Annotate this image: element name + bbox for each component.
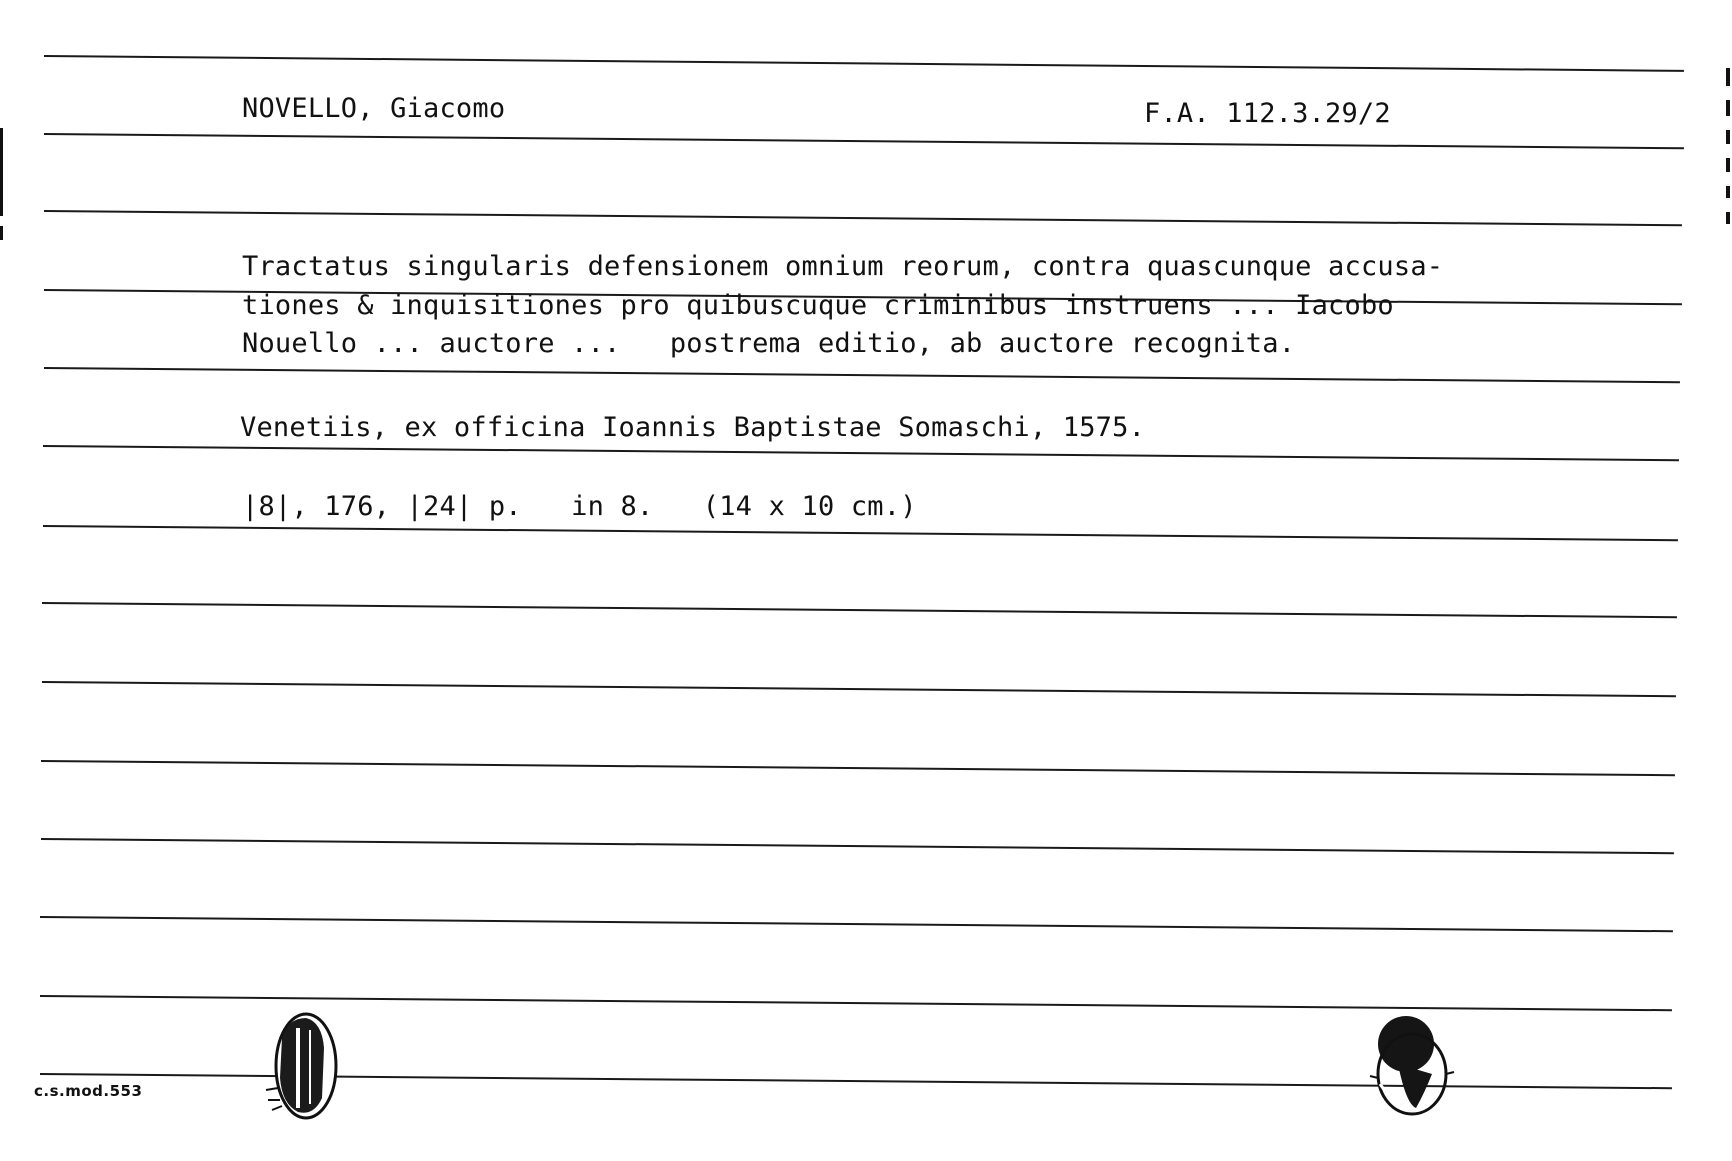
scan-edge-mark — [1726, 68, 1730, 86]
card-rule — [42, 602, 1677, 618]
scan-edge-mark — [1726, 158, 1730, 172]
scan-edge-mark — [1726, 186, 1730, 198]
card-rule — [44, 367, 1680, 383]
card-rule — [43, 445, 1679, 461]
scan-edge-mark — [0, 226, 3, 240]
title-line-1: Tractatus singularis defensionem omnium reorum, contra quascunque accusa- — [242, 251, 1444, 282]
punch-hole-right-icon — [1362, 1004, 1462, 1124]
scan-edge-mark — [1726, 212, 1730, 224]
title-line-2: tiones & inquisitiones pro quibuscuque criminibus instruens ... Iacobo — [242, 290, 1394, 321]
card-rule — [43, 525, 1678, 541]
title-line-3: Nouello ... auctore ... postrema editio, ab auctore recognita. — [242, 328, 1296, 359]
scan-edge-mark — [1726, 130, 1730, 144]
shelfmark: F.A. 112.3.29/2 — [1144, 98, 1391, 129]
scan-edge-mark — [1726, 100, 1730, 116]
card-rule — [40, 916, 1673, 932]
author-heading: NOVELLO, Giacomo — [242, 93, 506, 124]
card-rule — [44, 55, 1684, 72]
form-code: c.s.mod.553 — [34, 1082, 143, 1100]
collation: |8|, 176, |24| p. in 8. (14 x 10 cm.) — [242, 491, 917, 522]
scan-edge-mark — [0, 128, 3, 216]
card-rule — [44, 210, 1682, 226]
punch-hole-left-icon — [258, 1008, 348, 1128]
card-rule — [41, 760, 1675, 776]
card-rule — [42, 681, 1676, 697]
imprint: Venetiis, ex officina Ioannis Baptistae Somaschi, 1575. — [240, 412, 1146, 443]
card-rule — [44, 133, 1684, 149]
card-rule — [41, 838, 1674, 854]
